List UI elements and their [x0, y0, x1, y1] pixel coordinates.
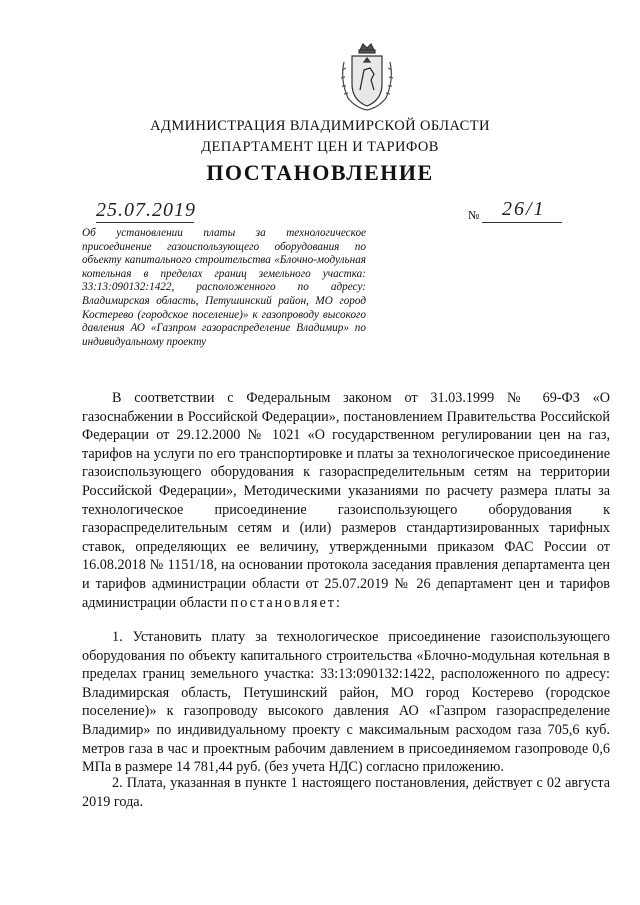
document-subject: Об установлении платы за технологическое присоединение газоиспользующего оборудования по объекту капитального строительства «Блочно-модульная котельная в пределах границ земельного участка: 33:13:090132:1422, расположенного по адресу: Владимирская область, Петушинский район, МО город Костерево (городское поселение)» к газопроводу высокого давления АО «Газпром газораспределение Владимир» по индивидуальному проекту: [82, 227, 366, 348]
preamble-text: В соответствии с Федеральным законом от 31.03.1999 № 69-ФЗ «О газоснабжении в Российской Федерации», постановлением Правительства Российской Федерации от 29.12.2000 № 1021 «О государственном регулировании цен на газ, тарифов на услуги по его транспортировке и платы за технологическое присоединение газоиспользующего оборудования к газораспределительным сетям на территории Российской Федерации», Методическими указаниями по расчету размера платы за технологическое присоединение газоиспользующего оборудования к газораспределительным сетям и (или) размеров стандартизированных тарифных ставок, определяющих ее величину, утвержденными приказом ФАС России от 16.08.2018 № 1151/18, на основании протокола заседания правления департамента цен и тарифов администрации области от 25.07.2019 № 26 департамент цен и тарифов администрации области: [82, 390, 610, 611]
item-2-text: 2. Плата, указанная в пункте 1 настоящего постановления, действует с 02 августа 2019 года.: [82, 775, 610, 810]
resolves-word: постановляет:: [230, 594, 342, 611]
document-date: 25.07.2019: [96, 199, 196, 221]
item-1-text: 1. Установить плату за технологическое присоединение газоиспользующего оборудования по объекту капитального строительства «Блочно-модульная котельная в пределах границ земельного участка: 33:13:090132:1422, расположенного по адресу: Владимирская область, Петушинский район, МО город Костерево (городское поселение)» к газопроводу высокого давления АО «Газпром газораспределение Владимир» по индивидуальному проекту с максимальным расходом газа 705,6 куб. метров газа в час и проектным рабочим давлением в присоединяемом газопроводе 0,6 МПа в размере 14 781,44 руб. (без учета НДС) согласно приложению.: [82, 629, 610, 776]
document-number: 26/1: [502, 198, 546, 220]
item-2-paragraph: [82, 774, 610, 811]
date-underline: [96, 222, 194, 223]
number-underline: [482, 222, 562, 223]
number-label: №: [468, 208, 480, 222]
department-name: ДЕПАРТАМЕНТ ЦЕН И ТАРИФОВ: [201, 139, 439, 155]
preamble-paragraph: [82, 389, 610, 612]
organization-name: АДМИНИСТРАЦИЯ ВЛАДИМИРСКОЙ ОБЛАСТИ: [150, 118, 490, 134]
document-title: ПОСТАНОВЛЕНИЕ: [206, 160, 434, 185]
item-1-paragraph: [82, 628, 610, 777]
coat-of-arms-icon: [336, 40, 398, 114]
